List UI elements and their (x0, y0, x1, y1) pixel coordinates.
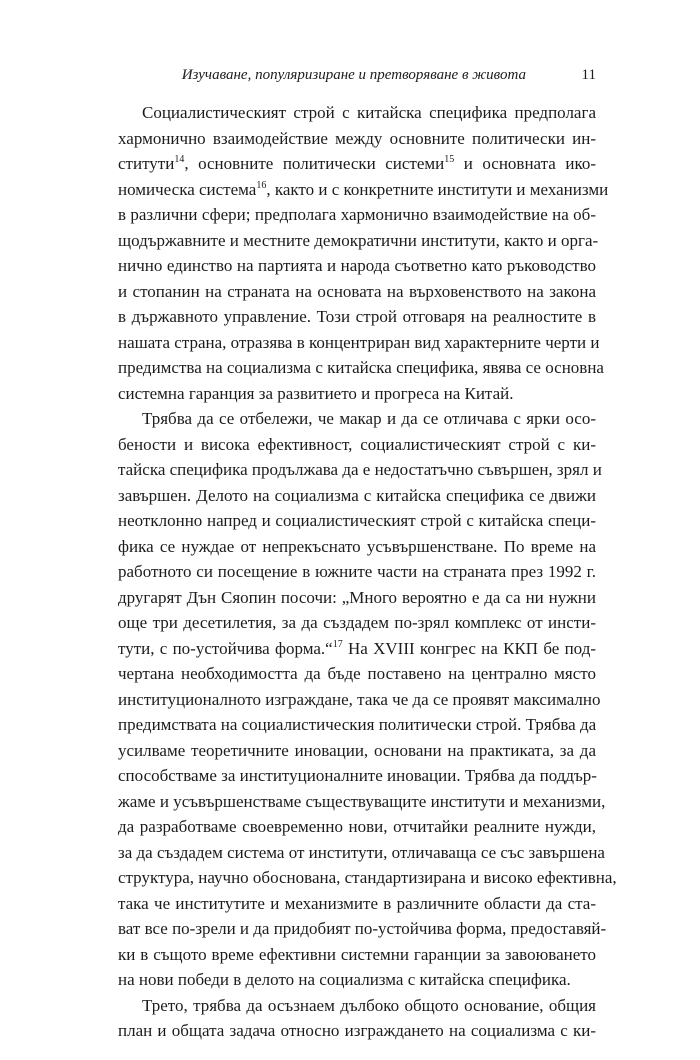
page-number: 11 (581, 67, 596, 83)
text-line: на нови победи в делото на социализма с китайска специфика. (118, 970, 571, 989)
text-line: другарят Дън Сяопин посочи: „Много вероятно е да са ни нужни (118, 587, 596, 607)
text-line: институционалното изграждане, така че да се проявят максимално (118, 689, 601, 709)
book-page (118, 0, 617, 1060)
text-line: и стопанин на страната на основата на върховенството на закона (118, 281, 596, 301)
text-line: нашата страна, отразява в концентриран вид характерните черти и (118, 332, 600, 352)
text-line: Социалистическият строй с китайска специфика предполага (142, 103, 596, 122)
text-line: хармонично взаимодействие между основните политически ин- (118, 128, 596, 148)
text-line: така че институтите и механизмите в различните области да ста- (118, 893, 596, 913)
text-line: предимствата на социалистическия политически строй. Трябва да (118, 715, 597, 734)
text-line (118, 636, 596, 662)
text-line: неотклонно напред и социалистическият строй с китайска специ- (118, 511, 596, 530)
text-line: да разработваме своевременно нови, отчитайки реалните нужди, (118, 817, 596, 836)
text-line: тайска специфика продължава да е недостатъчно съвършен, зрял и (118, 460, 602, 479)
body-text (118, 100, 617, 1044)
text-line: ки в същото време ефективни системни гаранции за завоюването (118, 944, 596, 964)
footnote-ref: 15 (444, 154, 455, 165)
text-line: жаме и усъвършенстваме съществуващите институти и механизми, (118, 791, 606, 811)
text-segment: и основната ико- (454, 154, 597, 173)
paragraph (118, 406, 617, 993)
text-line: предимства на социализма с китайска специфика, явява се основна (118, 358, 604, 377)
footnote-ref: 16 (256, 179, 267, 191)
running-title: Изучаване, популяризиране и претворяване в живота (181, 67, 526, 83)
text-line: работното си посещение в южните части на страната през 1992 г. (118, 562, 596, 581)
text-line: в държавното управление. Този строй отговаря на реалностите в (118, 307, 596, 326)
text-line: Трето, трябва да осъзнаем дълбоко общото основание, общия (142, 995, 596, 1015)
footnote-ref: 17 (332, 638, 343, 650)
text-segment: ститути (118, 154, 175, 173)
text-line: план и общата задача относно изграждането на социализма с ки- (118, 1021, 596, 1040)
text-line: чертана необходимостта да бъде поставено на централно място (118, 664, 596, 683)
text-line: завършен. Делото на социализма с китайска специфика се движи (118, 485, 596, 505)
text-line: ват все по-зрели и да придобият по-устойчива форма, предоставяй- (118, 919, 607, 938)
text-line: Трябва да се отбележи, че макар и да се отличава с ярки осо- (142, 409, 596, 428)
text-segment: , основните политически системи (184, 154, 445, 173)
text-line: бености и висока ефективност, социалистическият строй с ки- (118, 434, 596, 454)
text-segment: тути, с по-устойчива форма.“ (118, 638, 333, 658)
text-segment: , както и с конкретните институти и механизми (266, 179, 609, 199)
text-line: още три десетилетия, за да създадем по-зрял комплекс от инсти- (118, 613, 596, 632)
text-segment: номическа система (118, 179, 257, 199)
text-line: в различни сфери; предполага хармонично взаимодействие на об- (118, 205, 596, 224)
running-head (118, 64, 596, 86)
text-line: за да създадем система от институти, отличаваща се със завършена (118, 842, 605, 862)
text-line: способстваме за институционалните иновации. Трябва да поддър- (118, 766, 597, 785)
footnote-ref: 14 (174, 154, 185, 165)
paragraph (118, 993, 596, 1044)
paragraph (118, 100, 609, 406)
text-segment: На XVIII конгрес на ККП бе под- (342, 638, 597, 658)
text-line: структура, научно обоснована, стандартизирана и високо ефективна, (118, 868, 617, 887)
text-line: системна гаранция за развитието и прогреса на Китай. (118, 383, 514, 403)
text-line (118, 151, 596, 177)
text-line: щодържавните и местните демократични институти, както и орга- (118, 230, 599, 250)
text-line (118, 177, 609, 203)
text-line: нично единство на партията и народа съответно като ръководство (118, 256, 596, 275)
text-line: фика се нуждае от непрекъснато усъвършенстване. По време на (118, 536, 596, 556)
text-line: усилваме теоретичните иновации, основани на практиката, за да (118, 740, 596, 760)
